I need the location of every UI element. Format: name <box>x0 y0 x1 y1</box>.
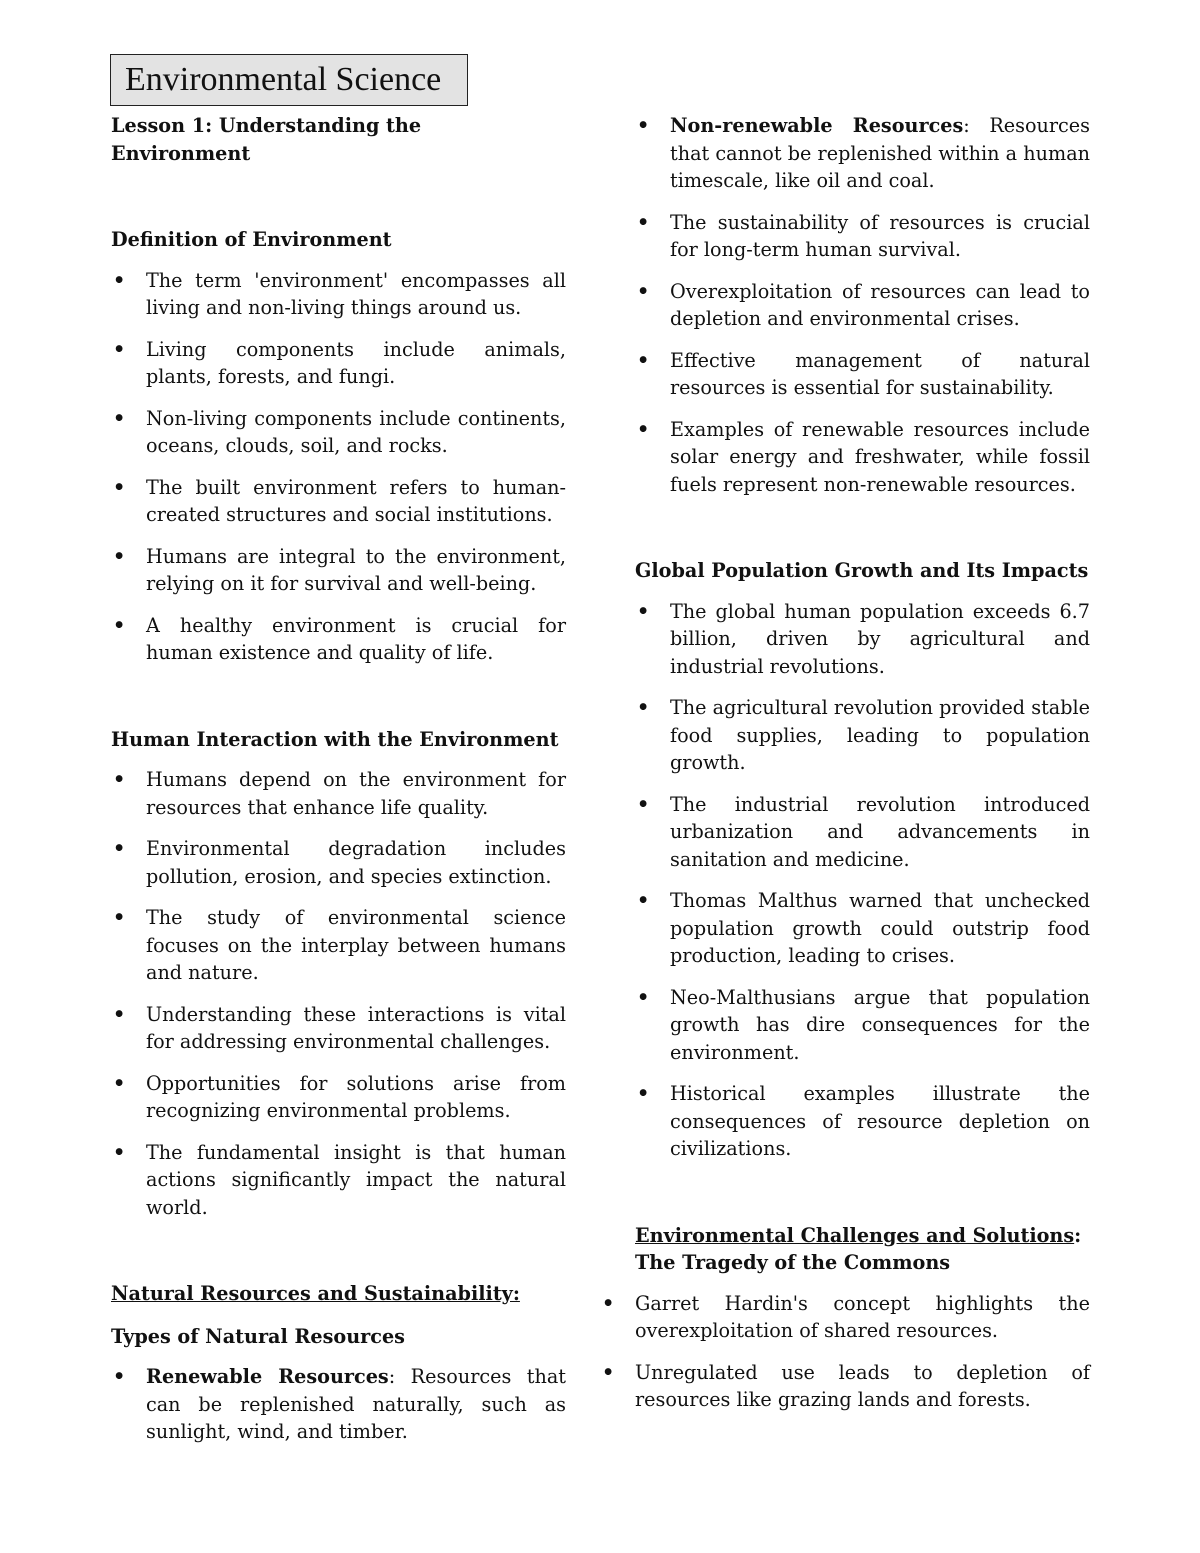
challenges-heading-colon: : <box>1074 1223 1082 1247</box>
resources-types-list <box>111 1363 566 1446</box>
list-item: • The agricultural revolution provided stable food supplies, leading to population growth. <box>635 694 1090 777</box>
list-item: • The built environment refers to human-created structures and social institutions. <box>111 474 566 529</box>
challenges-heading-line2: The Tragedy of the Commons <box>635 1251 951 1274</box>
list-item: • Opportunities for solutions arise from recognizing environmental problems. <box>111 1070 566 1125</box>
right-column <box>635 112 1090 1414</box>
list-item-nonrenewable <box>635 112 1090 195</box>
list-item: • Unregulated use leads to depletion of resources like grazing lands and forests. <box>600 1359 1090 1414</box>
list-item: • Garret Hardin's concept highlights the overexploitation of shared resources. <box>600 1290 1090 1345</box>
list-item: • Humans depend on the environment for resources that enhance life quality. <box>111 766 566 821</box>
list-item-renewable <box>111 1363 566 1446</box>
renewable-term: Renewable Resources <box>146 1365 389 1388</box>
renewable-text: : Resources that can be replenished naturally, such as sunlight, wind, and timber. <box>146 1365 566 1443</box>
list-item: • Non-living components include continents, oceans, clouds, soil, and rocks. <box>111 405 566 460</box>
list-item: • Humans are integral to the environment, relying on it for survival and well-being. <box>111 543 566 598</box>
list-item: • The fundamental insight is that human actions significantly impact the natural world. <box>111 1139 566 1222</box>
resources-list <box>635 112 1090 498</box>
list-item: • Overexploitation of resources can lead to depletion and environmental crises. <box>635 278 1090 333</box>
list-item: • The industrial revolution introduced urbanization and advancements in sanitation and medicine. <box>635 791 1090 874</box>
document-title: Environmental Science <box>110 54 468 106</box>
list-item: • Living components include animals, plants, forests, and fungi. <box>111 336 566 391</box>
interaction-heading: Human Interaction with the Environment <box>111 727 559 751</box>
list-item: • Historical examples illustrate the consequences of resource depletion on civilizations. <box>635 1080 1090 1163</box>
resources-heading: Natural Resources and Sustainability: <box>111 1282 520 1305</box>
nonrenewable-text: : Resources that cannot be replenished within a human timescale, like oil and coal. <box>670 114 1090 192</box>
list-item: • The term 'environment' encompasses all living and non-living things around us. <box>111 267 566 322</box>
challenges-heading-underlined: Environmental Challenges and Solutions <box>635 1223 1075 1247</box>
list-item: • Examples of renewable resources include solar energy and freshwater, while fossil fuels represent non-renewable resources. <box>635 416 1090 499</box>
resources-subheading: Types of Natural Resources <box>111 1324 405 1348</box>
interaction-list <box>111 766 566 1221</box>
list-item: • A healthy environment is crucial for human existence and quality of life. <box>111 612 566 667</box>
list-item: • The global human population exceeds 6.7 billion, driven by agricultural and industrial revolutions. <box>635 598 1090 681</box>
definition-list <box>111 267 566 667</box>
lesson-heading: Lesson 1: Understanding the Environment <box>111 114 422 165</box>
left-column <box>111 112 566 1446</box>
list-item: • The sustainability of resources is crucial for long-term human survival. <box>635 209 1090 264</box>
list-item: • Neo-Malthusians argue that population growth has dire consequences for the environment. <box>635 984 1090 1067</box>
list-item: • Environmental degradation includes pollution, erosion, and species extinction. <box>111 835 566 890</box>
list-item: • Effective management of natural resources is essential for sustainability. <box>635 347 1090 402</box>
population-list <box>635 598 1090 1163</box>
challenges-list <box>600 1290 1090 1414</box>
challenges-heading <box>635 1222 1090 1277</box>
population-heading: Global Population Growth and Its Impacts <box>635 559 1089 582</box>
definition-heading: Definition of Environment <box>111 228 392 251</box>
list-item: • Understanding these interactions is vital for addressing environmental challenges. <box>111 1001 566 1056</box>
list-item: • The study of environmental science focuses on the interplay between humans and nature. <box>111 904 566 987</box>
list-item: • Thomas Malthus warned that unchecked population growth could outstrip food production, leading to crises. <box>635 887 1090 970</box>
nonrenewable-term: Non-renewable Resources <box>670 114 964 137</box>
